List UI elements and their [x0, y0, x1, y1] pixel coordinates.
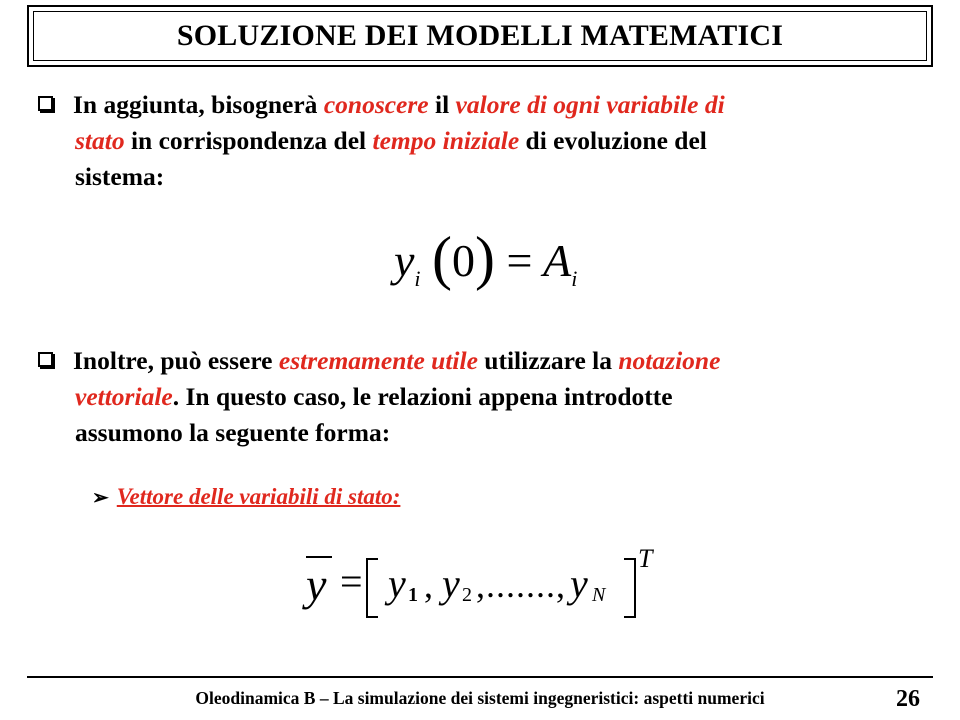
checkbox-bullet-icon	[38, 352, 53, 367]
body-text: sistema:	[75, 162, 165, 191]
sub-bullet-state-vector	[92, 484, 400, 510]
page-number: 26	[896, 686, 920, 712]
formula-arg: 0	[452, 235, 476, 286]
body-text: In aggiunta, bisognerà	[73, 90, 324, 119]
vector-equals: =	[340, 559, 363, 604]
formula-state-vector	[304, 544, 664, 622]
bullet-vector-notation	[38, 343, 918, 451]
vector-sub-1: 1	[408, 584, 418, 606]
body-text: il	[428, 90, 456, 119]
bracket-close	[624, 558, 636, 618]
highlighted-text: conoscere	[323, 90, 429, 119]
vector-sub-N: N	[592, 584, 606, 606]
body-text: . In questo caso, le relazioni appena introdotte	[172, 382, 673, 411]
vector-transpose: T	[638, 544, 653, 573]
formula-initial-condition	[394, 222, 577, 291]
bullet-initial-conditions	[38, 87, 918, 195]
vector-y1: y	[388, 561, 406, 606]
vector-y2: y	[442, 561, 460, 606]
formula-y: y	[394, 235, 415, 286]
vector-y: y	[306, 559, 327, 610]
bullet-line-1	[38, 87, 918, 123]
body-text: Inoltre, può essere	[73, 346, 279, 375]
highlighted-text: valore di ogni variabile di	[455, 90, 725, 119]
formula-equals: =	[506, 235, 533, 286]
vector-sub-2: 2	[462, 584, 472, 606]
bullet2-line-3	[38, 415, 918, 451]
formula-paren-close: )	[475, 225, 496, 291]
bullet2-line-2	[38, 379, 918, 415]
formula-paren-open: (	[432, 225, 453, 291]
vector-yN: y	[570, 561, 588, 606]
bullet2-line-1	[38, 343, 918, 379]
body-text: di evoluzione del	[519, 126, 707, 155]
sub-bullet-label: Vettore delle variabili di stato:	[116, 484, 401, 509]
body-text: in corrispondenza del	[124, 126, 373, 155]
highlighted-text: tempo iniziale	[372, 126, 520, 155]
bullet-line-3	[38, 159, 918, 195]
arrow-bullet-icon: ➢	[92, 487, 109, 509]
slide-title: SOLUZIONE DEI MODELLI MATEMATICI	[176, 19, 784, 52]
bullet-line-2	[38, 123, 918, 159]
body-text: utilizzare la	[477, 346, 619, 375]
body-text: assumono la seguente forma:	[75, 418, 391, 447]
highlighted-text: notazione	[618, 346, 721, 375]
formula-A: A	[543, 235, 572, 286]
highlighted-text: estremamente utile	[278, 346, 478, 375]
formula-sub-i2: i	[571, 266, 578, 291]
vector-dots: ,.......,	[476, 565, 566, 605]
vector-comma-1: ,	[424, 565, 433, 605]
checkbox-bullet-icon	[38, 96, 53, 111]
title-inner-frame	[33, 11, 927, 61]
highlighted-text: stato	[75, 126, 125, 155]
bracket-open	[366, 558, 378, 618]
footer-text: Oleodinamica B – La simulazione dei sistemi ingegneristici: aspetti numerici	[195, 688, 765, 708]
highlighted-text: vettoriale	[75, 382, 173, 411]
formula-sub-i: i	[414, 266, 421, 291]
title-frame	[27, 5, 933, 67]
footer-divider	[27, 676, 933, 678]
